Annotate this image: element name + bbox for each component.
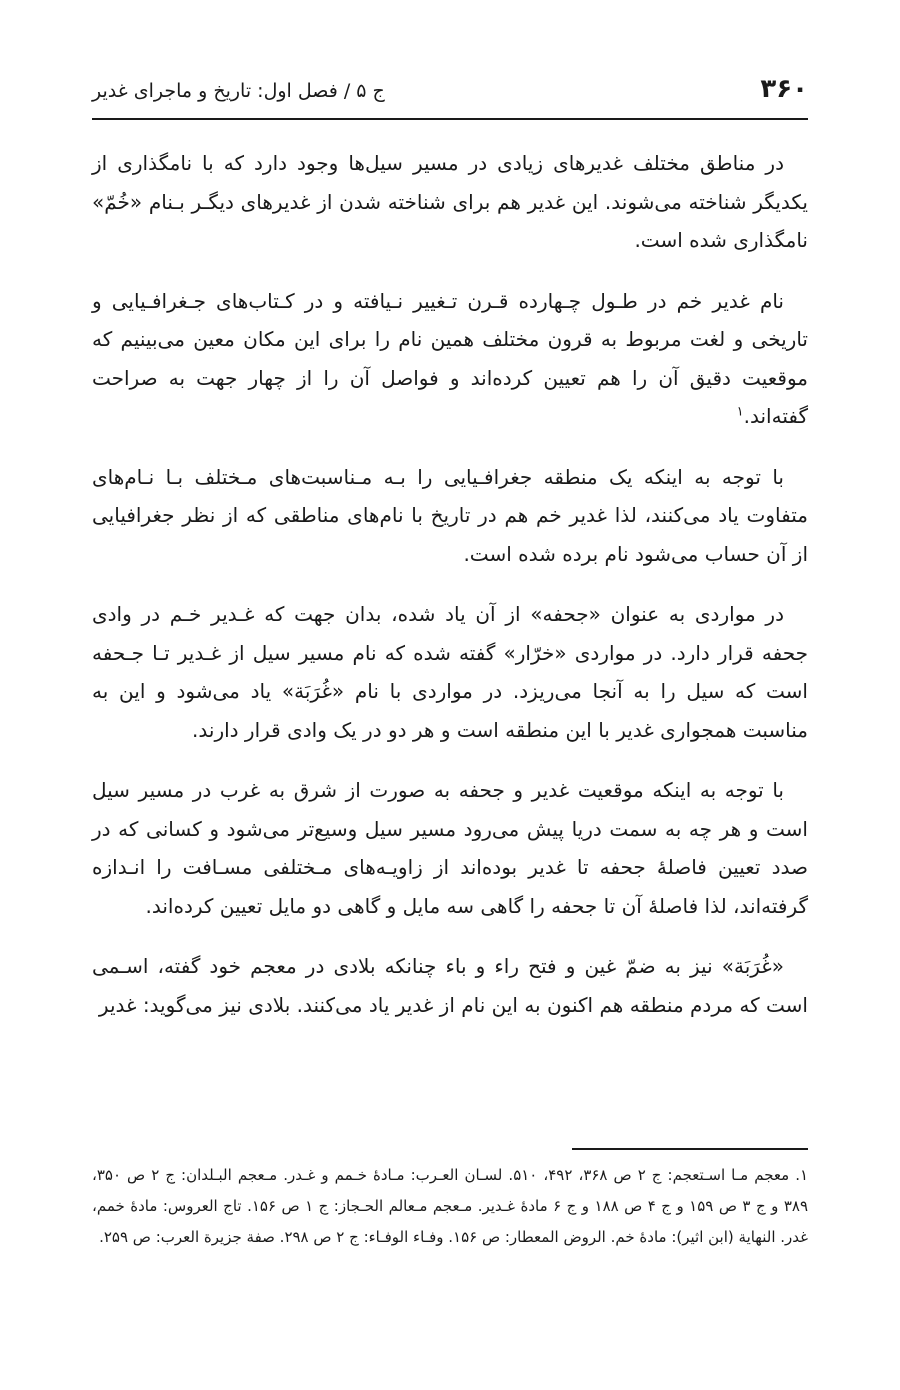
paragraph-4: در مواردی به عنوان «جحفه» از آن یاد شده، بدان جهت که غـدیر خـم در وادی جحفه قرار دارد. در مواردی «خرّار» گفته شده که نام مسیر سیل از غـدیر تـا جـحفه است که سیل را به آنجا می‌ریزد. در مواردی با نام «غُرَبَة» یاد می‌شود و این به مناسبت همجواری غدیر با این منطقه است و هر دو در یک وادی قرار دارند.	[92, 602, 808, 742]
footnotes	[92, 1160, 808, 1253]
paragraph-3: با توجه به اینکه یک منطقه جغرافـیایی را بـه مـناسبت‌های مـختلف بـا نـام‌های متفاوت یاد می‌کنند، لذا غدیر خم هم در تاریخ با نام‌های مناطقی که از نظر جغرافیایی از آن حساب می‌شود نام برده شده است.	[92, 464, 808, 566]
paragraph-2-text: نام غدیر خم در طـول چـهارده قـرن تـغییر نـیافته و در کـتاب‌های جـغرافـیایی و تاریخی و لغت مربوط به قرون مختلف همین نام را برای این مکان معین می‌بینیم که موقعیت دقیق آن را هم تعیین کرده‌اند و فواصل آن را از چهار جهت به صراحت گفته‌اند.	[92, 288, 808, 428]
running-title: ج ۵ / فصل اول: تاریخ و ماجرای غدیر	[92, 80, 385, 102]
page-header	[92, 74, 808, 118]
paragraph-5: با توجه به اینکه موقعیت غدیر و جحفه به صورت از شرق به غرب در مسیر سیل است و هر چه به سمت دریا پیش می‌رود مسیر سیل وسیع‌تر می‌شود و کسانی که در صدد تعیین فاصلهٔ جحفه تا غدیر بوده‌اند از زاویـه‌های مـختلفی مسـافت را انـدازه گرفته‌اند، لذا فاصلهٔ آن تا جحفه را گاهی سه مایل و گاهی دو مایل تعیین کرده‌اند.	[92, 778, 808, 918]
page-number: ۳۶۰	[760, 74, 808, 104]
footnote-1: ۱. معجم مـا اسـتعجم: ج ۲ ص ۳۶۸، ۴۹۲، ۵۱۰. لسـان العـرب: مـادهٔ خـمم و غـدر. مـعجم البـلدان: ج ۲ ص ۳۵۰، ۳۸۹ و ج ۳ ص ۱۵۹ و ج ۴ ص ۱۸۸ و ج ۶ مادهٔ غـدیر. مـعجم مـعالم الحـجاز: ج ۱ ص ۱۵۶. تاج العروس: مادهٔ خمم، غدر. النهایة (ابن اثیر): مادهٔ خم. الروض المعطار: ص ۱۵۶. وفـاء الوفـاء: ج ۲ ص ۲۹۸. صفة جزیرة العرب: ص ۲۵۹.	[92, 1166, 809, 1246]
paragraph-1: در مناطق مختلف غدیرهای زیادی در مسیر سیل‌ها وجود دارد که با نامگذاری از یکدیگر شناخته می‌شوند. این غدیر هم برای شناخته شدن از غدیرهای دیگـر بـنام «خُمّ» نامگذاری شده است.	[92, 151, 808, 252]
paragraph-2	[92, 282, 808, 436]
main-text	[92, 144, 808, 1046]
footnote-divider	[572, 1148, 808, 1150]
header-divider	[92, 118, 808, 120]
paragraph-6: «غُرَبَة» نیز به ضمّ غین و فتح راء و باء چنانکه بلادی در معجم خود گفته، اسـمی است که مردم منطقه هم اکنون به این نام از غدیر یاد می‌کنند. بلادی نیز می‌گوید: غدیر	[92, 954, 808, 1017]
footnote-reference: ۱	[736, 404, 744, 420]
